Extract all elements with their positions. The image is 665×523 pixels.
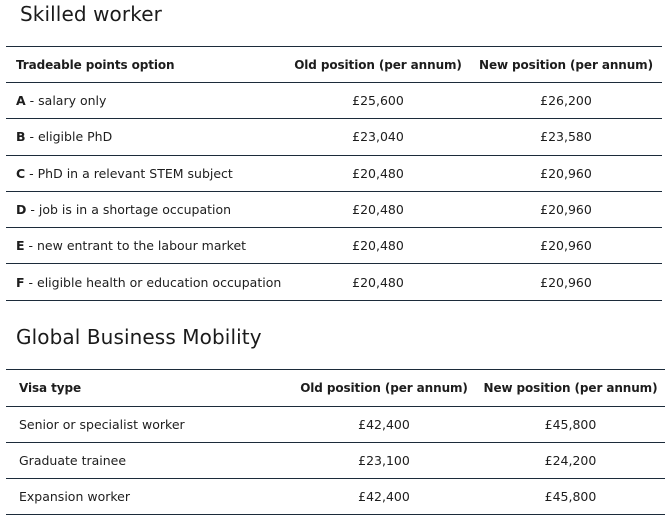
option-cell	[6, 155, 286, 191]
column-header-new-position: New position (per annum)	[479, 57, 653, 72]
new-position-cell: £45,800	[544, 417, 597, 432]
new-position-cell: £20,960	[540, 274, 592, 290]
global-business-mobility-table	[6, 369, 665, 515]
visa-type-cell: Senior or specialist worker	[19, 417, 185, 432]
skilled-worker-title: Skilled worker	[20, 2, 162, 26]
old-position-cell: £42,400	[358, 489, 410, 504]
option-cell	[6, 119, 286, 155]
visa-type-cell: Expansion worker	[19, 489, 130, 504]
new-position-cell: £20,960	[540, 165, 592, 181]
old-position-cell: £20,480	[352, 202, 404, 218]
old-position-cell: £20,480	[352, 274, 404, 290]
option-description: - eligible health or education occupation	[24, 274, 282, 290]
table-row	[6, 119, 662, 155]
option-letter: A	[16, 93, 26, 109]
column-header-visa-type: Visa type	[19, 381, 81, 395]
option-description: - eligible PhD	[25, 129, 113, 145]
option-letter: F	[16, 274, 25, 290]
option-description: - new entrant to the labour market	[24, 238, 247, 254]
old-position-cell: £25,600	[352, 93, 404, 109]
option-description: - salary only	[25, 93, 107, 109]
option-cell	[6, 191, 286, 227]
new-position-cell: £20,960	[540, 202, 592, 218]
old-position-cell: £42,400	[358, 417, 410, 432]
column-header-old-position: Old position (per annum)	[294, 57, 462, 72]
table-row	[6, 83, 662, 119]
visa-type-cell: Graduate trainee	[19, 453, 127, 468]
old-position-cell: £20,480	[352, 238, 404, 254]
table-row	[6, 228, 662, 264]
old-position-cell: £23,040	[352, 129, 404, 145]
column-header-option: Tradeable points option	[16, 57, 175, 72]
column-header-old-position: Old position (per annum)	[300, 381, 468, 395]
table-row	[6, 479, 665, 515]
option-cell	[6, 228, 286, 264]
option-description: - PhD in a relevant STEM subject	[25, 165, 233, 181]
table-header-row	[6, 370, 665, 407]
table-row	[6, 191, 662, 227]
table-header-row	[6, 47, 662, 83]
option-cell	[6, 264, 286, 300]
table-row	[6, 407, 665, 443]
option-letter: B	[16, 129, 26, 145]
new-position-cell: £45,800	[544, 489, 597, 504]
new-position-cell: £20,960	[540, 238, 592, 254]
old-position-cell: £23,100	[358, 453, 410, 468]
new-position-cell: £23,580	[540, 129, 592, 145]
option-letter: C	[16, 165, 26, 181]
old-position-cell: £20,480	[352, 165, 404, 181]
table-row	[6, 443, 665, 479]
option-description: - job is in a shortage occupation	[26, 202, 232, 218]
option-letter: D	[16, 202, 27, 218]
global-business-mobility-title: Global Business Mobility	[16, 325, 262, 349]
skilled-worker-table	[6, 46, 662, 301]
table-row	[6, 155, 662, 191]
new-position-cell: £24,200	[544, 453, 597, 468]
option-cell	[6, 83, 286, 119]
option-letter: E	[16, 238, 25, 254]
column-header-new-position: New position (per annum)	[483, 381, 658, 395]
new-position-cell: £26,200	[540, 93, 592, 109]
table-row	[6, 264, 662, 300]
